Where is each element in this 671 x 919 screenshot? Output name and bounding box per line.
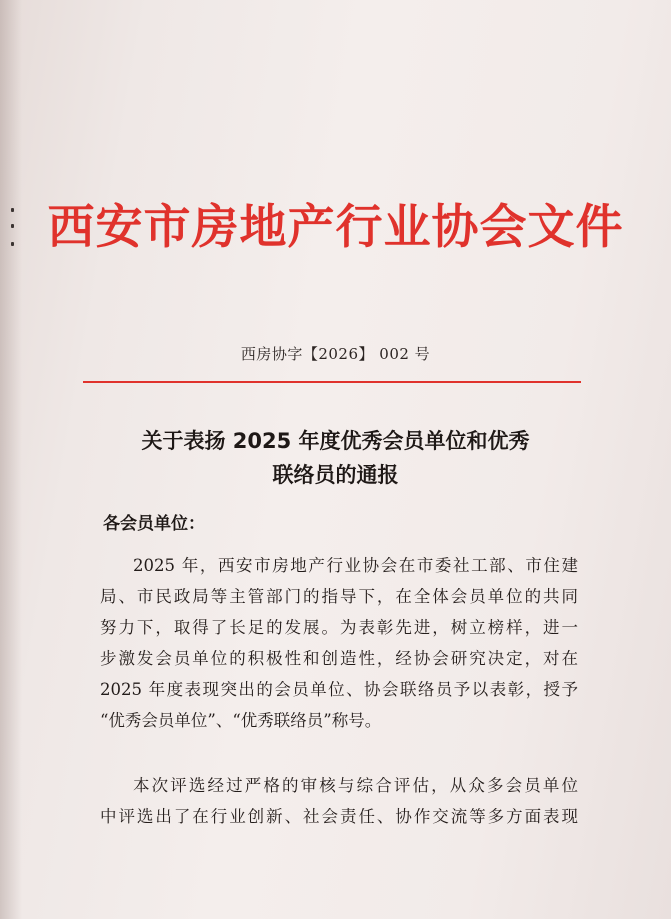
document-number: 西房协字【2026】 002 号 <box>240 345 431 363</box>
paragraph-1-line: 2025 年度表现突出的会员单位、协会联络员予以表彰，授予 <box>100 680 578 699</box>
paragraph-1-line: “优秀会员单位”、“优秀联络员”称号。 <box>100 711 382 730</box>
heading-line-1: 关于表扬 2025 年度优秀会员单位和优秀 <box>141 429 530 453</box>
heading-line-2: 联络员的通报 <box>272 463 399 487</box>
paragraph-1-line: 步激发会员单位的积极性和创造性，经协会研究决定，对在 <box>100 649 578 668</box>
paragraph-1 <box>100 550 578 736</box>
paragraph-2-line: 本次评选经过严格的审核与综合评估，从众多会员单位 <box>133 776 578 795</box>
document-title: 西安市房地产行业协会文件 <box>47 200 624 255</box>
paragraph-1-line: 局、市民政局等主管部门的指导下，在全体会员单位的共同 <box>100 587 578 606</box>
paragraph-2 <box>100 770 578 832</box>
notice-heading <box>0 424 671 492</box>
paragraph-2-line: 中评选出了在行业创新、社会责任、协作交流等多方面表现 <box>100 807 578 826</box>
paragraph-1-line: 努力下，取得了长足的发展。为表彰先进，树立榜样，进一 <box>100 618 578 637</box>
salutation: 各会员单位： <box>103 514 205 534</box>
paragraph-1-line: 2025 年，西安市房地产行业协会在市委社工部、市住建 <box>133 556 578 575</box>
red-divider-line <box>83 381 581 383</box>
